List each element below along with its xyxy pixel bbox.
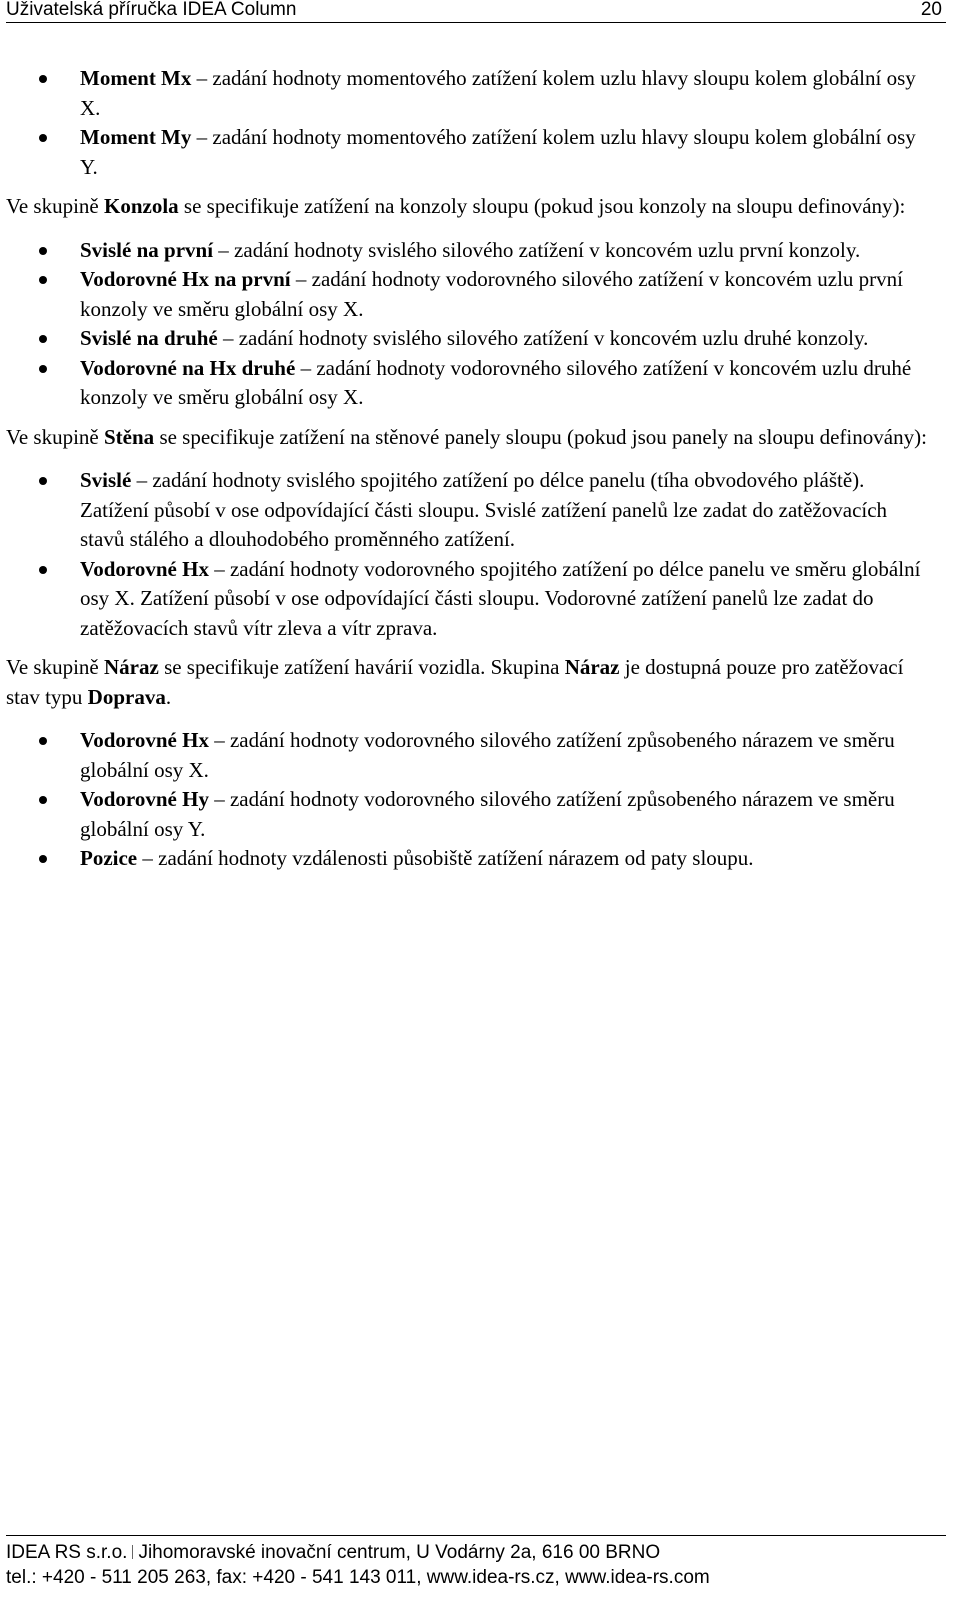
- item-term: Svislé na první: [80, 237, 214, 262]
- item-text: – zadání hodnoty momentového zatížení kolem uzlu hlavy sloupu kolem globální osy X.: [80, 66, 916, 120]
- bullet-icon: [39, 365, 47, 373]
- item-text: – zadání hodnoty svislého silového zatížení v koncovém uzlu druhé konzoly.: [217, 326, 869, 350]
- paragraph-text: Ve skupině: [6, 655, 104, 679]
- paragraph-term: Náraz: [564, 655, 620, 679]
- item-text: – zadání hodnoty vodorovného silového zatížení v koncovém uzlu druhé konzoly ve směru globální osy X.: [80, 355, 912, 409]
- paragraph-konzola: [6, 192, 936, 222]
- bullet-icon: [39, 75, 47, 83]
- paragraph-text: .: [165, 684, 172, 709]
- list-item: [6, 324, 936, 354]
- item-term: Vodorovné Hx: [80, 556, 209, 581]
- stena-list: [6, 466, 936, 643]
- list-item: [6, 555, 936, 644]
- paragraph-stena: [6, 423, 936, 453]
- bullet-icon: [39, 566, 47, 574]
- paragraph-term: Konzola: [104, 194, 179, 218]
- item-term: Vodorovné Hy: [80, 787, 209, 811]
- paragraph-term: Doprava: [87, 684, 166, 709]
- item-text: – zadání hodnoty vzdálenosti působiště zatížení nárazem od paty sloupu.: [137, 846, 754, 870]
- bullet-icon: [39, 276, 47, 284]
- list-item: [6, 123, 936, 182]
- list-item: [6, 466, 936, 555]
- bullet-icon: [39, 796, 47, 804]
- paragraph-text: Ve skupině: [6, 424, 104, 449]
- konzola-list: [6, 236, 936, 413]
- company-address: Jihomoravské inovační centrum, U Vodárny 2a, 616 00 BRNO: [138, 1542, 661, 1563]
- item-text: – zadání hodnoty vodorovného silového zatížení způsobeného nárazem ve směru globální osy Y.: [80, 787, 895, 841]
- item-text: – zadání hodnoty momentového zatížení kolem uzlu hlavy sloupu kolem globální osy Y.: [80, 125, 916, 179]
- paragraph-term: Náraz: [104, 655, 159, 679]
- paragraph-term: Stěna: [104, 424, 155, 449]
- paragraph-text: je dostupná pouze pro zatěžovací stav typu: [6, 655, 904, 709]
- item-term: Moment My: [80, 125, 192, 149]
- item-text: – zadání hodnoty vodorovného silového zatížení v koncovém uzlu první konzoly ve směru globální osy X.: [80, 267, 903, 321]
- list-item: [6, 785, 936, 844]
- page-content: [6, 64, 936, 874]
- item-term: Moment Mx: [80, 66, 192, 90]
- page-footer: [6, 1535, 946, 1590]
- bullet-icon: [39, 855, 47, 863]
- bullet-icon: [39, 134, 47, 142]
- moment-list: [6, 64, 936, 182]
- item-text: – zadání hodnoty vodorovného silového zatížení způsobeného nárazem ve směru globální osy X.: [80, 728, 895, 782]
- list-item: [6, 265, 936, 324]
- list-item: [6, 844, 936, 874]
- paragraph-text: se specifikuje zatížení na konzoly sloupu (pokud jsou konzoly na sloupu definovány):: [178, 194, 906, 218]
- naraz-list: [6, 726, 936, 874]
- item-term: Svislé: [80, 468, 132, 492]
- item-term: Vodorovné na Hx druhé: [80, 355, 296, 380]
- bullet-icon: [39, 477, 47, 485]
- document-title: Uživatelská příručka IDEA Column: [6, 0, 297, 20]
- item-term: Pozice: [80, 846, 138, 870]
- page-number: 20: [920, 0, 942, 20]
- bullet-icon: [39, 335, 47, 343]
- paragraph-text: se specifikuje zatížení havárií vozidla. Skupina: [158, 655, 565, 679]
- footer-contact: tel.: +420 - 511 205 263, fax: +420 - 541 143 011, www.idea-rs.cz, www.idea-rs.com: [6, 1567, 710, 1588]
- bullet-icon: [39, 247, 47, 255]
- item-term: Vodorovné Hx na první: [80, 267, 291, 291]
- item-text: – zadání hodnoty svislého silového zatížení v koncovém uzlu první konzoly.: [213, 237, 861, 262]
- item-term: Svislé na druhé: [80, 326, 218, 350]
- item-text: – zadání hodnoty vodorovného spojitého zatížení po délce panelu ve směru globální osy X. Zatížení působí v ose odpovídající části sloupu. Vodorovné zatížení panelů lze zadat do zatěžovacích stavů vítr zleva a vítr zprava.: [80, 556, 921, 640]
- list-item: [6, 64, 936, 123]
- paragraph-text: se specifikuje zatížení na stěnové panely sloupu (pokud jsou panely na sloupu definovány):: [154, 424, 927, 449]
- footer-line-1: [6, 1540, 946, 1565]
- company-name: IDEA RS s.r.o.: [6, 1542, 128, 1563]
- bullet-icon: [39, 737, 47, 745]
- list-item: [6, 236, 936, 266]
- page-header: [6, 0, 946, 23]
- item-term: Vodorovné Hx: [80, 728, 209, 752]
- list-item: [6, 354, 936, 413]
- paragraph-text: Ve skupině: [6, 194, 104, 218]
- item-text: – zadání hodnoty svislého spojitého zatížení po délce panelu (tíha obvodového pláště). Zatížení působí v ose odpovídající části sloupu. Svislé zatížení panelů lze zadat do zatěžovacích stavů stálého a dlouhodobého proměnného zatížení.: [80, 468, 888, 551]
- paragraph-naraz: [6, 653, 936, 712]
- list-item: [6, 726, 936, 785]
- separator: [132, 1545, 133, 1559]
